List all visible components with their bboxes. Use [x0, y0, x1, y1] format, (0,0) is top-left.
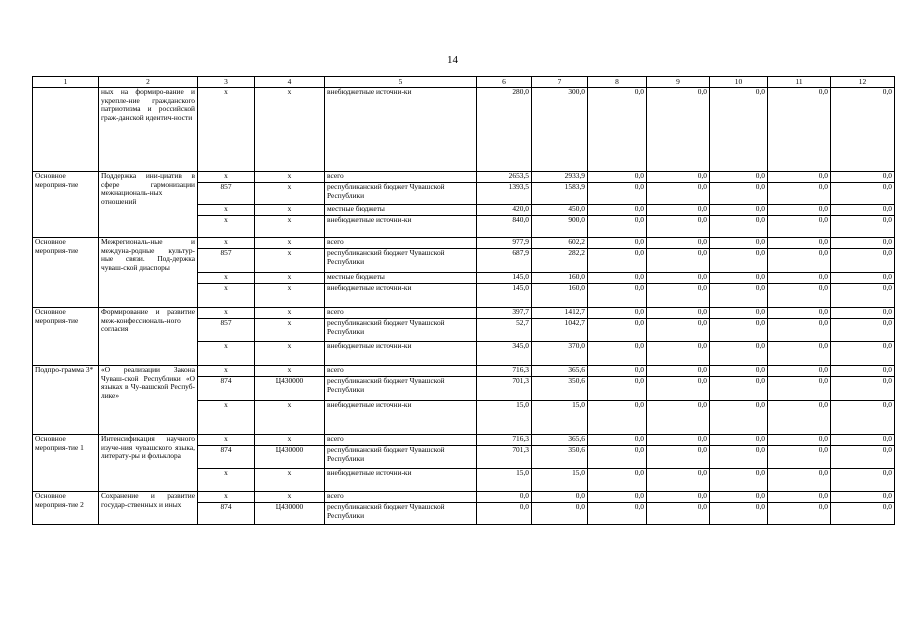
value-cell: 602,2 — [532, 238, 588, 249]
funding-source-cell: республиканский бюджет Чувашской Республики — [325, 319, 477, 342]
value-cell: 145,0 — [477, 284, 532, 308]
value-cell: 0,0 — [768, 503, 831, 525]
column-header: 2 — [99, 77, 198, 88]
value-cell: 0,0 — [710, 88, 768, 172]
budget-table — [32, 76, 895, 525]
value-cell: 300,0 — [532, 88, 588, 172]
value-cell: 977,9 — [477, 238, 532, 249]
value-cell: 0,0 — [831, 435, 895, 446]
value-cell: 0,0 — [831, 401, 895, 435]
value-cell: 0,0 — [831, 469, 895, 492]
value-cell: 15,0 — [477, 401, 532, 435]
value-cell: 0,0 — [588, 308, 647, 319]
funding-source-cell: всего — [325, 366, 477, 377]
budget-code-cell: x — [255, 238, 325, 249]
value-cell: 0,0 — [710, 366, 768, 377]
value-cell: 0,0 — [831, 366, 895, 377]
value-cell: 0,0 — [768, 249, 831, 273]
value-cell: 365,6 — [532, 366, 588, 377]
funding-source-cell: республиканский бюджет Чувашской Республики — [325, 446, 477, 469]
admin-code-cell: x — [198, 205, 255, 216]
value-cell: 687,9 — [477, 249, 532, 273]
measure-type-cell: Основное мероприя-тие — [33, 308, 99, 366]
value-cell: 0,0 — [831, 249, 895, 273]
value-cell: 0,0 — [831, 183, 895, 205]
budget-code-cell: x — [255, 366, 325, 377]
value-cell: 0,0 — [710, 435, 768, 446]
value-cell: 350,6 — [532, 446, 588, 469]
value-cell: 0,0 — [588, 401, 647, 435]
value-cell: 15,0 — [532, 401, 588, 435]
value-cell: 716,3 — [477, 435, 532, 446]
measure-type-cell: Основное мероприя-тие 1 — [33, 435, 99, 492]
value-cell: 0,0 — [647, 172, 710, 183]
value-cell: 0,0 — [710, 503, 768, 525]
value-cell: 0,0 — [588, 284, 647, 308]
value-cell: 0,0 — [831, 205, 895, 216]
value-cell: 0,0 — [588, 205, 647, 216]
value-cell: 0,0 — [710, 401, 768, 435]
value-cell: 0,0 — [647, 308, 710, 319]
value-cell: 0,0 — [831, 273, 895, 284]
value-cell: 0,0 — [532, 503, 588, 525]
value-cell: 701,3 — [477, 446, 532, 469]
column-header: 4 — [255, 77, 325, 88]
value-cell: 0,0 — [710, 284, 768, 308]
value-cell: 0,0 — [588, 366, 647, 377]
value-cell: 397,7 — [477, 308, 532, 319]
value-cell: 0,0 — [710, 469, 768, 492]
value-cell: 0,0 — [831, 88, 895, 172]
value-cell: 420,0 — [477, 205, 532, 216]
value-cell: 0,0 — [588, 273, 647, 284]
table-body — [33, 88, 895, 525]
value-cell: 370,0 — [532, 342, 588, 366]
value-cell: 0,0 — [647, 284, 710, 308]
value-cell: 280,0 — [477, 88, 532, 172]
admin-code-cell: 857 — [198, 183, 255, 205]
column-header: 1 — [33, 77, 99, 88]
budget-code-cell: x — [255, 216, 325, 238]
table-row — [33, 435, 895, 446]
measure-type-cell: Основное мероприя-тие — [33, 172, 99, 238]
value-cell: 0,0 — [768, 205, 831, 216]
value-cell: 0,0 — [710, 273, 768, 284]
funding-source-cell: внебюджетные источни-ки — [325, 469, 477, 492]
budget-code-cell: x — [255, 319, 325, 342]
value-cell: 0,0 — [588, 249, 647, 273]
value-cell: 0,0 — [647, 249, 710, 273]
budget-code-cell: x — [255, 273, 325, 284]
funding-source-cell: республиканский бюджет Чувашской Республики — [325, 503, 477, 525]
value-cell: 1393,5 — [477, 183, 532, 205]
value-cell: 0,0 — [647, 319, 710, 342]
budget-code-cell: x — [255, 342, 325, 366]
value-cell: 0,0 — [768, 216, 831, 238]
value-cell: 0,0 — [647, 492, 710, 503]
measure-name-cell: Сохранение и развитие государ-ственных и иных — [99, 492, 198, 525]
funding-source-cell: внебюджетные источни-ки — [325, 216, 477, 238]
value-cell: 0,0 — [588, 469, 647, 492]
value-cell: 0,0 — [588, 377, 647, 401]
value-cell: 1412,7 — [532, 308, 588, 319]
value-cell: 0,0 — [768, 401, 831, 435]
funding-source-cell: всего — [325, 435, 477, 446]
value-cell: 0,0 — [831, 172, 895, 183]
value-cell: 0,0 — [768, 308, 831, 319]
table-row — [33, 492, 895, 503]
value-cell: 0,0 — [647, 216, 710, 238]
value-cell: 0,0 — [647, 446, 710, 469]
funding-source-cell: республиканский бюджет Чувашской Республики — [325, 377, 477, 401]
value-cell: 0,0 — [768, 342, 831, 366]
value-cell: 0,0 — [588, 216, 647, 238]
budget-code-cell: x — [255, 308, 325, 319]
value-cell: 0,0 — [768, 435, 831, 446]
value-cell: 0,0 — [768, 238, 831, 249]
value-cell: 0,0 — [768, 377, 831, 401]
table-row — [33, 88, 895, 172]
column-header: 6 — [477, 77, 532, 88]
value-cell: 0,0 — [710, 172, 768, 183]
measure-name-cell: ных на формиро-вание и укрепле-ние гражданского патриотизма и российской граж-данской идентич-ности — [99, 88, 198, 172]
value-cell: 0,0 — [647, 238, 710, 249]
value-cell: 0,0 — [710, 342, 768, 366]
value-cell: 0,0 — [831, 342, 895, 366]
value-cell: 900,0 — [532, 216, 588, 238]
value-cell: 0,0 — [588, 319, 647, 342]
value-cell: 0,0 — [588, 342, 647, 366]
value-cell: 15,0 — [532, 469, 588, 492]
funding-source-cell: республиканский бюджет Чувашской Республики — [325, 183, 477, 205]
budget-code-cell: x — [255, 88, 325, 172]
funding-source-cell: внебюджетные источни-ки — [325, 342, 477, 366]
budget-code-cell: x — [255, 284, 325, 308]
value-cell: 365,6 — [532, 435, 588, 446]
value-cell: 160,0 — [532, 273, 588, 284]
admin-code-cell: x — [198, 273, 255, 284]
column-header: 7 — [532, 77, 588, 88]
value-cell: 716,3 — [477, 366, 532, 377]
value-cell: 0,0 — [647, 205, 710, 216]
admin-code-cell: x — [198, 172, 255, 183]
value-cell: 0,0 — [588, 446, 647, 469]
budget-code-cell: x — [255, 249, 325, 273]
admin-code-cell: 874 — [198, 446, 255, 469]
budget-code-cell: x — [255, 205, 325, 216]
measure-name-cell: «О реализации Закона Чуваш-ской Республики «О языках в Чу-вашской Респуб-лике» — [99, 366, 198, 435]
column-header: 9 — [647, 77, 710, 88]
measure-name-cell: Формирование и развитие меж-конфессиональ-ного согласия — [99, 308, 198, 366]
admin-code-cell: x — [198, 401, 255, 435]
column-header: 5 — [325, 77, 477, 88]
measure-name-cell: Межрегиональ-ные и междуна-родные культур-ные связи. Под-держка чуваш-ской диаспоры — [99, 238, 198, 308]
value-cell: 0,0 — [831, 319, 895, 342]
value-cell: 0,0 — [477, 492, 532, 503]
value-cell: 0,0 — [647, 183, 710, 205]
value-cell: 0,0 — [710, 205, 768, 216]
value-cell: 160,0 — [532, 284, 588, 308]
column-header: 12 — [831, 77, 895, 88]
page-number: 14 — [447, 54, 458, 66]
column-header: 10 — [710, 77, 768, 88]
value-cell: 0,0 — [647, 435, 710, 446]
value-cell: 0,0 — [588, 492, 647, 503]
value-cell: 0,0 — [768, 88, 831, 172]
funding-source-cell: всего — [325, 238, 477, 249]
funding-source-cell: внебюджетные источни-ки — [325, 284, 477, 308]
value-cell: 0,0 — [532, 492, 588, 503]
table-row — [33, 172, 895, 183]
value-cell: 0,0 — [647, 377, 710, 401]
admin-code-cell: x — [198, 238, 255, 249]
value-cell: 0,0 — [647, 503, 710, 525]
funding-source-cell: местные бюджеты — [325, 205, 477, 216]
admin-code-cell: x — [198, 342, 255, 366]
admin-code-cell: x — [198, 308, 255, 319]
value-cell: 1042,7 — [532, 319, 588, 342]
value-cell: 0,0 — [588, 435, 647, 446]
value-cell: 0,0 — [768, 469, 831, 492]
value-cell: 0,0 — [710, 308, 768, 319]
value-cell: 0,0 — [710, 216, 768, 238]
budget-code-cell: Ц430000 — [255, 446, 325, 469]
value-cell: 701,3 — [477, 377, 532, 401]
value-cell: 0,0 — [831, 216, 895, 238]
value-cell: 1583,9 — [532, 183, 588, 205]
budget-code-cell: x — [255, 492, 325, 503]
funding-source-cell: всего — [325, 308, 477, 319]
value-cell: 0,0 — [588, 503, 647, 525]
value-cell: 0,0 — [588, 88, 647, 172]
table-row — [33, 238, 895, 249]
budget-code-cell: x — [255, 435, 325, 446]
value-cell: 0,0 — [768, 492, 831, 503]
value-cell: 0,0 — [588, 172, 647, 183]
value-cell: 345,0 — [477, 342, 532, 366]
admin-code-cell: x — [198, 216, 255, 238]
column-header: 3 — [198, 77, 255, 88]
value-cell: 15,0 — [477, 469, 532, 492]
funding-source-cell: всего — [325, 492, 477, 503]
admin-code-cell: x — [198, 284, 255, 308]
value-cell: 0,0 — [647, 469, 710, 492]
value-cell: 0,0 — [831, 492, 895, 503]
admin-code-cell: 857 — [198, 249, 255, 273]
value-cell: 0,0 — [831, 308, 895, 319]
value-cell: 0,0 — [588, 183, 647, 205]
value-cell: 0,0 — [831, 503, 895, 525]
value-cell: 0,0 — [710, 492, 768, 503]
budget-code-cell: x — [255, 183, 325, 205]
measure-name-cell: Интенсификация научного изуче-ния чувашского языка, литерату-ры и фольклора — [99, 435, 198, 492]
value-cell: 0,0 — [768, 284, 831, 308]
value-cell: 0,0 — [768, 319, 831, 342]
value-cell: 0,0 — [768, 446, 831, 469]
value-cell: 0,0 — [710, 183, 768, 205]
budget-code-cell: x — [255, 401, 325, 435]
value-cell: 2653,5 — [477, 172, 532, 183]
value-cell: 0,0 — [831, 238, 895, 249]
value-cell: 0,0 — [768, 183, 831, 205]
value-cell: 0,0 — [710, 319, 768, 342]
measure-type-cell — [33, 88, 99, 172]
funding-source-cell: внебюджетные источни-ки — [325, 88, 477, 172]
admin-code-cell: x — [198, 88, 255, 172]
value-cell: 840,0 — [477, 216, 532, 238]
value-cell: 0,0 — [831, 446, 895, 469]
budget-code-cell: x — [255, 469, 325, 492]
column-number-row — [33, 77, 895, 88]
column-header: 8 — [588, 77, 647, 88]
funding-source-cell: всего — [325, 172, 477, 183]
value-cell: 0,0 — [647, 342, 710, 366]
value-cell: 0,0 — [710, 249, 768, 273]
table-row — [33, 366, 895, 377]
measure-name-cell: Поддержка ини-циатив в сфере гармонизации межнациональ-ных отношений — [99, 172, 198, 238]
column-header: 11 — [768, 77, 831, 88]
value-cell: 282,2 — [532, 249, 588, 273]
value-cell: 0,0 — [768, 366, 831, 377]
value-cell: 52,7 — [477, 319, 532, 342]
measure-type-cell: Подпро-грамма 3* — [33, 366, 99, 435]
funding-source-cell: внебюджетные источни-ки — [325, 401, 477, 435]
value-cell: 0,0 — [710, 377, 768, 401]
value-cell: 0,0 — [647, 88, 710, 172]
value-cell: 0,0 — [647, 273, 710, 284]
value-cell: 0,0 — [831, 284, 895, 308]
value-cell: 0,0 — [588, 238, 647, 249]
value-cell: 450,0 — [532, 205, 588, 216]
budget-code-cell: Ц430000 — [255, 377, 325, 401]
budget-code-cell: x — [255, 172, 325, 183]
admin-code-cell: x — [198, 492, 255, 503]
value-cell: 0,0 — [647, 401, 710, 435]
value-cell: 0,0 — [477, 503, 532, 525]
value-cell: 0,0 — [768, 273, 831, 284]
value-cell: 0,0 — [710, 446, 768, 469]
value-cell: 0,0 — [768, 172, 831, 183]
budget-code-cell: Ц430000 — [255, 503, 325, 525]
admin-code-cell: x — [198, 366, 255, 377]
admin-code-cell: x — [198, 469, 255, 492]
admin-code-cell: 874 — [198, 377, 255, 401]
admin-code-cell: x — [198, 435, 255, 446]
value-cell: 0,0 — [831, 377, 895, 401]
admin-code-cell: 857 — [198, 319, 255, 342]
value-cell: 0,0 — [710, 238, 768, 249]
value-cell: 2933,9 — [532, 172, 588, 183]
value-cell: 350,6 — [532, 377, 588, 401]
measure-type-cell: Основное мероприя-тие — [33, 238, 99, 308]
admin-code-cell: 874 — [198, 503, 255, 525]
table-row — [33, 308, 895, 319]
funding-source-cell: республиканский бюджет Чувашской Республики — [325, 249, 477, 273]
measure-type-cell: Основное мероприя-тие 2 — [33, 492, 99, 525]
value-cell: 0,0 — [647, 366, 710, 377]
value-cell: 145,0 — [477, 273, 532, 284]
funding-source-cell: местные бюджеты — [325, 273, 477, 284]
